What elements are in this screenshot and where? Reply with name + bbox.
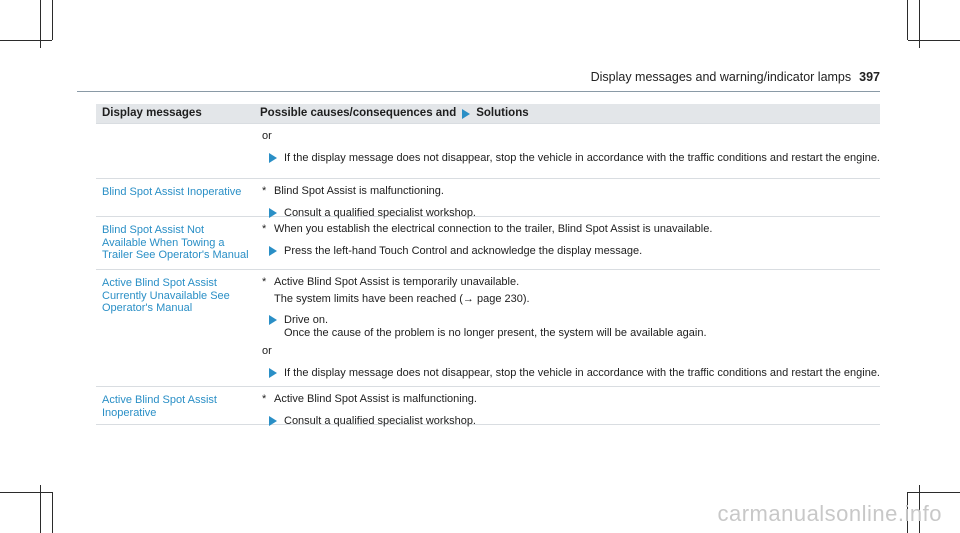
- cause-text: When you establish the electrical connection to the trailer, Blind Spot Assist is unavailable.: [274, 223, 713, 235]
- table-row: [96, 386, 880, 427]
- cause-detail-text: The system limits have been reached (→ page 230).: [274, 292, 530, 305]
- cause-text: Active Blind Spot Assist is temporarily unavailable.: [274, 276, 520, 288]
- table-header: [96, 104, 880, 123]
- solution-arrow-icon: [269, 416, 277, 426]
- col-header-causes-solutions: [256, 104, 880, 123]
- table-row: [96, 178, 880, 219]
- solution-text: Consult a qualified specialist workshop.: [284, 206, 476, 219]
- solution-step: [262, 245, 880, 258]
- crop-mark: [908, 40, 960, 41]
- running-head-title: Display messages and warning/indicator lamps: [590, 70, 852, 84]
- display-message: Active Blind Spot Assist Currently Unavailable See Operator's Manual: [102, 277, 230, 314]
- solution-arrow-icon: [269, 153, 277, 163]
- running-head: [560, 70, 880, 84]
- cause-cell: [256, 217, 880, 269]
- display-messages-table: [96, 104, 880, 425]
- solution-text: Consult a qualified specialist workshop.: [284, 414, 476, 427]
- cause-cell: [256, 270, 880, 386]
- cause: * When you establish the electrical connection to the trailer, Blind Spot Assist is unavailable.: [262, 223, 713, 235]
- solution-arrow-icon: [269, 315, 277, 325]
- crop-mark: [52, 492, 53, 533]
- solution-step: [262, 152, 880, 165]
- solution-text: If the display message does not disappear, stop the vehicle in accordance with the traffic conditions and restart the engine.: [284, 151, 880, 164]
- cause-text: Blind Spot Assist is malfunctioning.: [274, 185, 444, 197]
- display-message: Blind Spot Assist Inoperative: [102, 186, 242, 198]
- solution-arrow-icon: [269, 246, 277, 256]
- cause-cell: [256, 387, 880, 427]
- cause-detail: [262, 293, 880, 306]
- cause-cell: [256, 179, 880, 219]
- cause-text: Active Blind Spot Assist is malfunctioning.: [274, 393, 477, 405]
- crop-mark: [52, 0, 53, 40]
- table-row: [96, 123, 880, 178]
- solution-step: [262, 415, 880, 428]
- solution-arrow-icon: [269, 208, 277, 218]
- crop-mark: [908, 492, 960, 493]
- col-header-causes: Possible causes/consequences and: [260, 107, 457, 119]
- solution-text: If the display message does not disappear, stop the vehicle in accordance with the traffic conditions and restart the engine.: [284, 366, 880, 379]
- crop-mark: [907, 0, 908, 40]
- cause: * Active Blind Spot Assist is malfunctioning.: [262, 393, 477, 405]
- cause: * Blind Spot Assist is malfunctioning.: [262, 185, 444, 197]
- cause: * Active Blind Spot Assist is temporarily unavailable.: [262, 276, 520, 288]
- table-row: [96, 216, 880, 269]
- page-number: 397: [859, 70, 880, 84]
- solution-arrow-icon: [462, 109, 470, 119]
- solution-step: [262, 367, 880, 380]
- solution-step: [262, 314, 880, 339]
- solution-body: Once the cause of the problem is no longer present, the system will be available again.: [284, 326, 707, 339]
- watermark: carmanualsonline.info: [717, 501, 942, 526]
- crop-mark: [0, 492, 52, 493]
- col-header-display-messages: Display messages: [102, 107, 202, 119]
- display-message: Active Blind Spot Assist Inoperative: [102, 394, 217, 419]
- col-header-solutions: Solutions: [476, 107, 529, 119]
- header-rule: [77, 91, 880, 92]
- solution-arrow-icon: [269, 368, 277, 378]
- solution-title: Drive on.: [284, 314, 329, 326]
- message-cell: [96, 124, 256, 178]
- table-row: [96, 269, 880, 386]
- solution-text: Press the left-hand Touch Control and acknowledge the display message.: [284, 244, 643, 257]
- or-label: or: [262, 130, 272, 142]
- cause-cell: [256, 124, 880, 178]
- display-message: Blind Spot Assist Not Available When Towing a Trailer See Operator's Manual: [102, 224, 249, 261]
- or-label: or: [262, 345, 272, 357]
- crop-mark: [0, 40, 52, 41]
